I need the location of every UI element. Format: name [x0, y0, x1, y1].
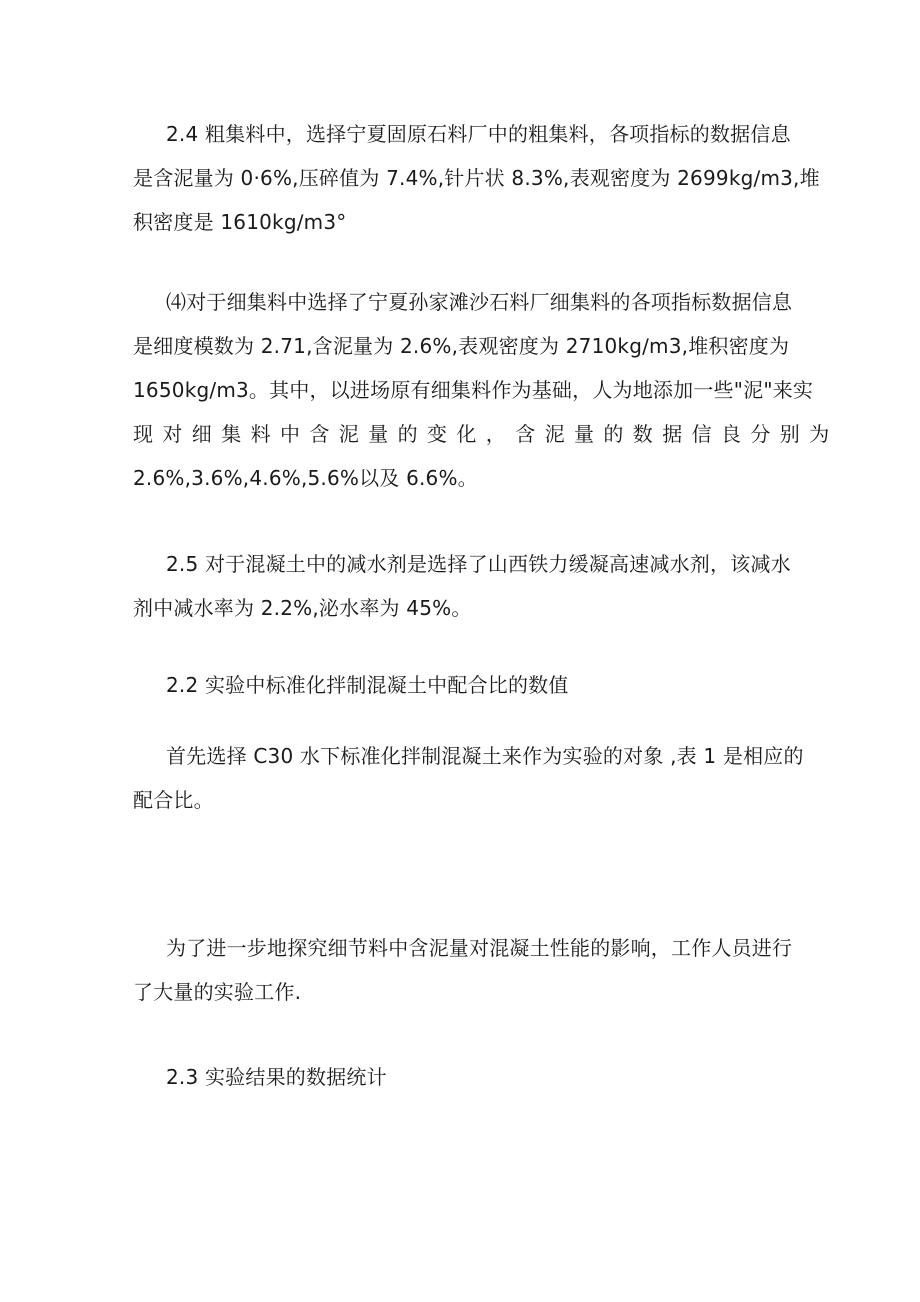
- text-line: ⑷对于细集料中选择了宁夏孙家滩沙石料厂细集料的各项指标数据信息: [166, 290, 793, 314]
- text-line: 2.4 粗集料中，选择宁夏固原石料厂中的粗集料，各项指标的数据信息: [166, 122, 791, 146]
- text-line: 现对细集料中含泥量的变化，含泥量的数据信良分别为: [133, 422, 839, 446]
- text-line: 2.6%,3.6%,4.6%,5.6%以及 6.6%。: [133, 466, 478, 490]
- text-line: 首先选择 C30 水下标准化拌制混凝土来作为实验的对象 ,表 1 是相应的: [166, 744, 804, 768]
- heading-text: 2.2 实验中标准化拌制混凝土中配合比的数值: [166, 673, 569, 697]
- section-heading-2-2: [133, 663, 793, 707]
- text-line: 是含泥量为 0·6%,压碎值为 7.4%,针片状 8.3%,表观密度为 2699kg∕m3,堆: [133, 166, 820, 190]
- text-line: 是细度模数为 2.71,含泥量为 2.6%,表观密度为 2710kg∕m3,堆积密度为: [133, 334, 790, 358]
- heading-text: 2.3 实验结果的数据统计: [166, 1065, 387, 1089]
- text-line: 配合比。: [133, 788, 214, 812]
- paragraph-c30-mix: [133, 734, 804, 822]
- paragraph-water-reducer: [133, 542, 793, 630]
- text-line: 2.5 对于混凝土中的减水剂是选择了山西铁力缓凝高速减水剂，该减水: [166, 552, 791, 576]
- text-line: 了大量的实验工作.: [133, 980, 302, 1004]
- paragraph-further-study: [133, 926, 793, 1014]
- text-line: 为了进一步地探究细节料中含泥量对混凝土性能的影响，工作人员进行: [166, 936, 793, 960]
- text-line: 1650kg/m3。其中，以进场原有细集料作为基础，人为地添加一些"泥"来实: [133, 378, 814, 402]
- paragraph-coarse-aggregate: [133, 112, 820, 244]
- text-line: 剂中减水率为 2.2%,泌水率为 45%。: [133, 596, 472, 620]
- paragraph-fine-aggregate: [133, 280, 839, 500]
- text-line: 积密度是 1610kg∕m3°: [133, 210, 347, 234]
- section-heading-2-3: [133, 1055, 793, 1099]
